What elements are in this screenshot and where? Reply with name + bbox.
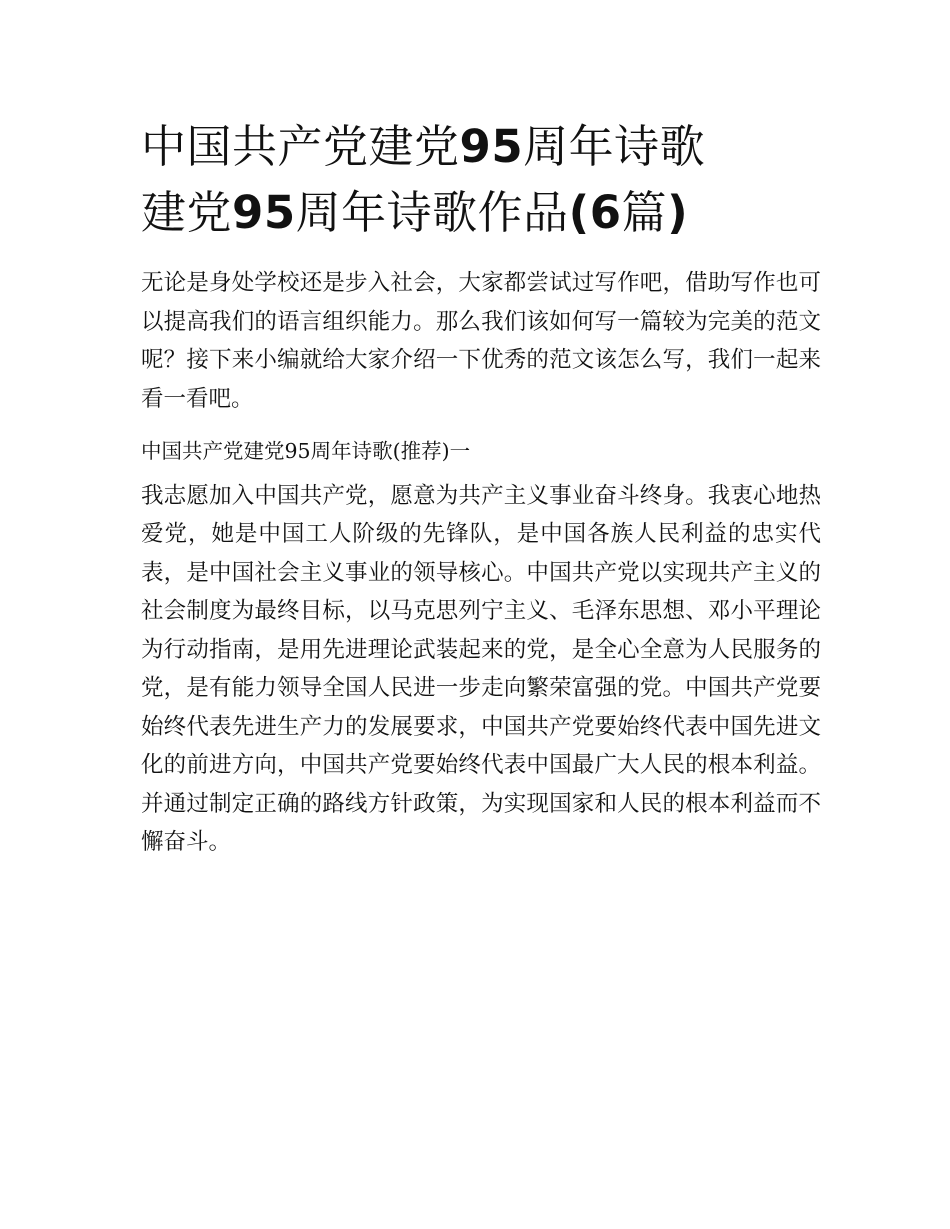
section-heading: 中国共产党建党95周年诗歌(推荐)一 [141,439,471,463]
body-paragraph: 我志愿加入中国共产党，愿意为共产主义事业奋斗终身。我衷心地热爱党，她是中国工人阶级的先锋队，是中国各族人民利益的忠实代表，是中国社会主义事业的领导核心。中国共产党以实现共产主义的社会制度为最终目标，以马克思列宁主义、毛泽东思想、邓小平理论为行动指南，是用先进理论武装起来的党，是全心全意为人民服务的党，是有能力领导全国人民进一步走向繁荣富强的党。中国共产党要始终代表先进生产力的发展要求，中国共产党要始终代表中国先进文化的前进方向，中国共产党要始终代表中国最广大人民的根本利益。并通过制定正确的路线方针政策，为实现国家和人民的根本利益而不懈奋斗。 [141,482,821,855]
document-title-line-1: 中国共产党建党95周年诗歌 [141,120,706,173]
intro-paragraph: 无论是身处学校还是步入社会，大家都尝试过写作吧，借助写作也可以提高我们的语言组织能力。那么我们该如何写一篇较为完美的范文呢？接下来小编就给大家介绍一下优秀的范文该怎么写，我们一起来看一看吧。 [141,270,821,412]
document-title-line-2: 建党95周年诗歌作品(6篇) [141,186,689,239]
document-page [141,114,821,862]
